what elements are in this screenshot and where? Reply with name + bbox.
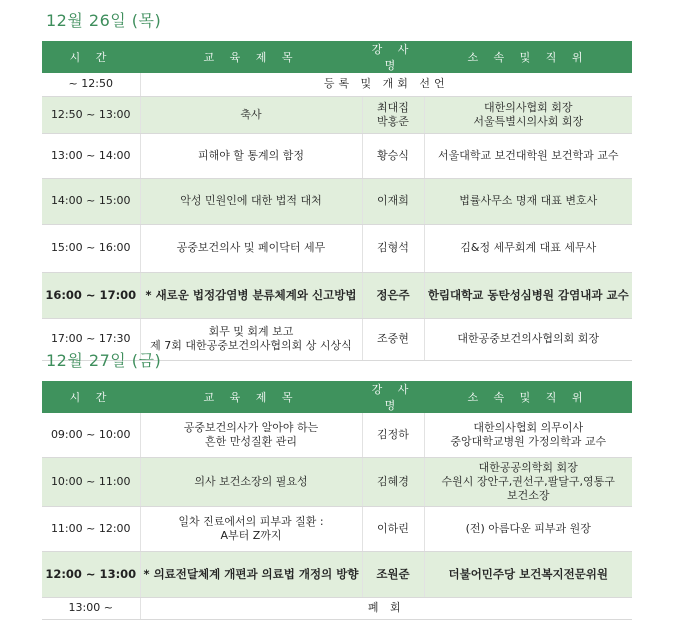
affiliation-cell: 한림대학교 동탄성심병원 감염내과 교수	[424, 272, 632, 318]
topic-cell: 공중보건의사가 알아야 하는 흔한 만성질환 관리	[140, 413, 362, 457]
topic-cell: 악성 민원인에 대한 법적 대처	[140, 178, 362, 224]
topic-cell: 일차 진료에서의 피부과 질환 : A부터 Z까지	[140, 506, 362, 551]
time-cell: ~ 12:50	[42, 73, 140, 96]
table-header-row	[42, 381, 632, 413]
table-row	[42, 178, 632, 224]
merged-cell: 등록 및 개회 선언	[140, 73, 632, 96]
header-time: 시 간	[42, 381, 140, 413]
affiliation-cell: 서울대학교 보건대학원 보건학과 교수	[424, 133, 632, 178]
topic-cell: * 의료전달체계 개편과 의료법 개정의 방향	[140, 551, 362, 597]
table-row	[42, 506, 632, 551]
table-row	[42, 457, 632, 506]
header-topic: 교 육 제 목	[140, 381, 362, 413]
time-cell: 12:50 ~ 13:00	[42, 96, 140, 133]
time-cell: 15:00 ~ 16:00	[42, 224, 140, 272]
table-row	[42, 96, 632, 133]
table-row	[42, 73, 632, 96]
affiliation-cell: 김&정 세무회계 대표 세무사	[424, 224, 632, 272]
topic-cell: 공중보건의사 및 페이닥터 세무	[140, 224, 362, 272]
topic-cell: 회무 및 회계 보고 제 7회 대한공중보건의사협의회 상 시상식	[140, 318, 362, 360]
speaker-cell: 김형석	[362, 224, 424, 272]
affiliation-cell: 법률사무소 명재 대표 변호사	[424, 178, 632, 224]
speaker-cell: 김혜경	[362, 457, 424, 506]
day-1-schedule-table	[42, 41, 632, 361]
header-speaker: 강 사 명	[362, 381, 424, 413]
table-row	[42, 597, 632, 619]
time-cell: 11:00 ~ 12:00	[42, 506, 140, 551]
topic-cell: * 새로운 법정감염병 분류체계와 신고방법	[140, 272, 362, 318]
speaker-cell: 이하린	[362, 506, 424, 551]
speaker-cell: 조중현	[362, 318, 424, 360]
speaker-cell: 이재희	[362, 178, 424, 224]
day-2-schedule-table	[42, 381, 632, 620]
affiliation-cell: 더불어민주당 보건복지전문위원	[424, 551, 632, 597]
topic-cell: 의사 보건소장의 필요성	[140, 457, 362, 506]
topic-cell: 피해야 할 통계의 함정	[140, 133, 362, 178]
header-time: 시 간	[42, 41, 140, 73]
table-row	[42, 272, 632, 318]
time-cell: 09:00 ~ 10:00	[42, 413, 140, 457]
topic-cell: 축사	[140, 96, 362, 133]
speaker-cell: 조원준	[362, 551, 424, 597]
header-affiliation: 소 속 및 직 위	[424, 41, 632, 73]
speaker-cell: 황승식	[362, 133, 424, 178]
day-2-title: 12월 27일 (금)	[46, 351, 162, 370]
time-cell: 16:00 ~ 17:00	[42, 272, 140, 318]
time-cell: 13:00 ~ 14:00	[42, 133, 140, 178]
speaker-cell: 정은주	[362, 272, 424, 318]
day-1-title: 12월 26일 (목)	[46, 11, 162, 30]
time-cell: 10:00 ~ 11:00	[42, 457, 140, 506]
table-header-row	[42, 41, 632, 73]
merged-cell: 폐 회	[140, 597, 632, 619]
header-topic: 교 육 제 목	[140, 41, 362, 73]
header-affiliation: 소 속 및 직 위	[424, 381, 632, 413]
time-cell: 14:00 ~ 15:00	[42, 178, 140, 224]
time-cell: 17:00 ~ 17:30	[42, 318, 140, 360]
affiliation-cell: 대한의사협회 회장 서울특별시의사회 회장	[424, 96, 632, 133]
table-row	[42, 224, 632, 272]
affiliation-cell: 대한공중보건의사협의회 회장	[424, 318, 632, 360]
speaker-cell: 최대집 박홍준	[362, 96, 424, 133]
affiliation-cell: (전) 아름다운 피부과 원장	[424, 506, 632, 551]
table-row	[42, 551, 632, 597]
table-row	[42, 133, 632, 178]
affiliation-cell: 대한공공의학회 회장 수원시 장안구,권선구,팔달구,영통구 보건소장	[424, 457, 632, 506]
time-cell: 13:00 ~	[42, 597, 140, 619]
table-row	[42, 413, 632, 457]
speaker-cell: 김정하	[362, 413, 424, 457]
time-cell: 12:00 ~ 13:00	[42, 551, 140, 597]
header-speaker: 강 사 명	[362, 41, 424, 73]
affiliation-cell: 대한의사협회 의무이사 중앙대학교병원 가정의학과 교수	[424, 413, 632, 457]
